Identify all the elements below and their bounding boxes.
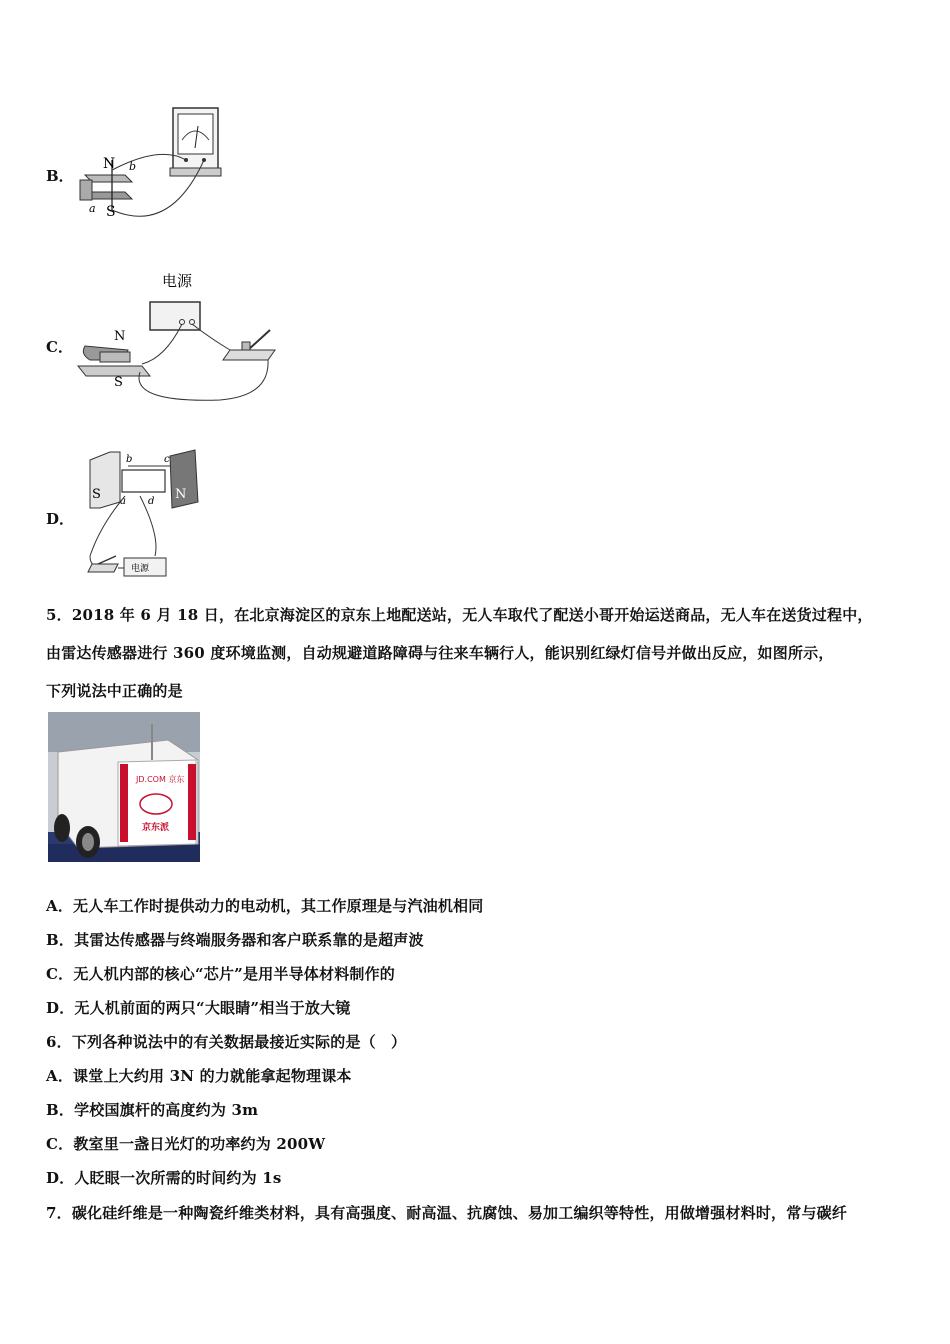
c-s-letter: S [114, 375, 123, 390]
option-c-label: C． [46, 338, 73, 356]
d-s-letter: S [92, 487, 101, 502]
q5-option-b: B．其雷达传感器与终端服务器和客户联系靠的是超声波 [46, 931, 424, 949]
option-b-figure [70, 100, 230, 225]
q6-option-b: B．学校国旗杆的高度约为 3m [46, 1101, 259, 1119]
q5-option-d: D．无人机前面的两只“大眼睛”相当于放大镜 [46, 999, 351, 1017]
q6-option-a: A．课堂上大约用 3N 的力就能拿起物理课本 [46, 1067, 352, 1085]
q5-line-1: 5．2018 年 6 月 18 日，在北京海淀区的京东上地配送站，无人车取代了配送小哥开始运送商品，无人车在送货过程中， [46, 606, 873, 624]
c-n-letter: N [114, 329, 126, 344]
photo-jd-text: 京东派 [142, 823, 170, 833]
b-s-letter: S [106, 204, 116, 220]
q7-line-1: 7．碳化硅纤维是一种陶瓷纤维类材料，具有高强度、耐高温、抗腐蚀、易加工编织等特性，用做增强材料时，常与碳纤 [46, 1204, 848, 1222]
d-a-letter: a [120, 496, 126, 507]
q5-option-c: C．无人机内部的核心“芯片”是用半导体材料制作的 [46, 965, 395, 983]
d-c-letter: c [164, 454, 170, 465]
b-b-letter: b [129, 160, 137, 173]
d-power-label: 电源 [131, 564, 150, 574]
q6-option-d: D．人眨眼一次所需的时间约为 1s [46, 1169, 282, 1187]
photo-brand-text: JD.COM 京东 [136, 775, 185, 784]
option-d-label: D． [46, 510, 75, 528]
d-b-letter: b [126, 454, 133, 465]
d-d-letter: d [148, 496, 155, 507]
q5-line-2: 由雷达传感器进行 360 度环境监测，自动规避道路障碍与往来车辆行人，能识别红绿灯信号并做出反应，如图所示， [46, 644, 834, 662]
q5-line-3: 下列说法中正确的是 [46, 682, 183, 700]
option-d-figure [80, 446, 210, 584]
b-a-letter: a [89, 202, 96, 215]
q5-option-a: A．无人车工作时提供动力的电动机，其工作原理是与汽油机相同 [46, 897, 484, 915]
q6-stem: 6．下列各种说法中的有关数据最接近实际的是（ ） [46, 1033, 407, 1051]
d-n-letter: N [175, 487, 187, 502]
option-b-label: B． [46, 167, 74, 185]
q5-robot-car-photo [48, 712, 200, 862]
c-power-label: 电源 [162, 272, 193, 290]
b-n-letter: N [103, 156, 116, 172]
option-c-figure [70, 268, 285, 408]
q6-option-c: C．教室里一盏日光灯的功率约为 200W [46, 1135, 326, 1153]
